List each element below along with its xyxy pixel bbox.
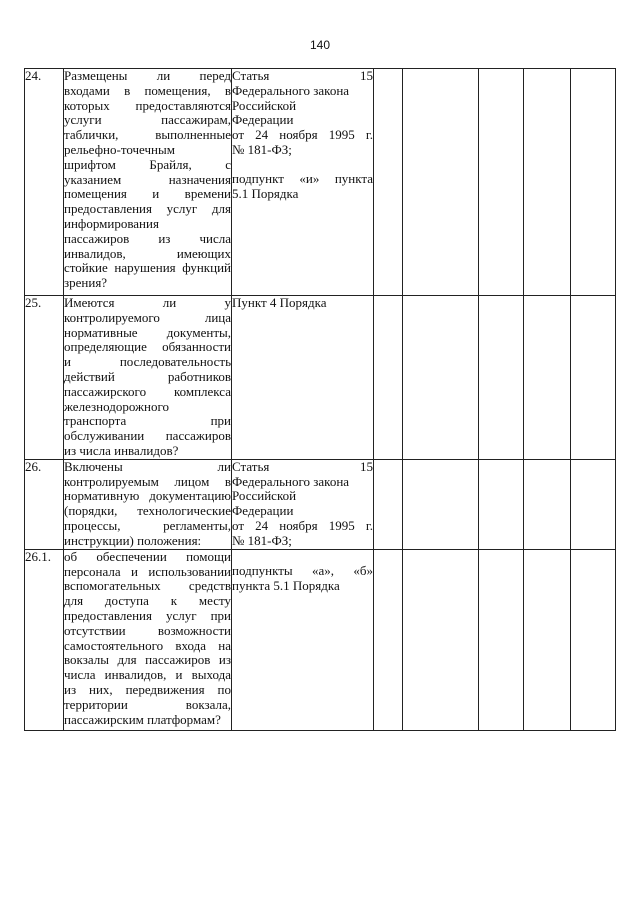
norm-line: подпункт «и» пункта xyxy=(232,170,373,186)
empty-cell xyxy=(374,549,403,730)
question-line: рельефно-точечным xyxy=(64,141,175,157)
table-row xyxy=(25,459,616,549)
question-line: Включены ли xyxy=(64,458,231,474)
question-line: инвалидов, имеющих xyxy=(64,245,231,261)
question-line: контролируемым лицом в xyxy=(64,473,231,489)
question-line: указанием назначения xyxy=(64,171,231,187)
norm-line: Федерального закона xyxy=(232,473,350,489)
row-number-cell: 25. xyxy=(25,296,64,460)
empty-cell xyxy=(479,69,524,296)
question-line: железнодорожного xyxy=(64,398,169,414)
empty-cell xyxy=(524,549,571,730)
empty-cell xyxy=(479,549,524,730)
question-line: предоставления услуг для xyxy=(64,201,231,217)
question-line: нормативные документы, xyxy=(64,324,231,340)
table-row xyxy=(25,296,616,460)
norm-line: Пункт 4 Порядка xyxy=(232,295,327,310)
question-line: для доступа к месту xyxy=(64,593,231,609)
norm-reference-cell xyxy=(232,296,374,460)
question-line: вокзалы для пассажиров из xyxy=(64,652,231,668)
question-line: информирования xyxy=(64,215,159,231)
empty-cell xyxy=(374,459,403,549)
norm-line: Федерального закона xyxy=(232,82,350,98)
question-line: контролируемого лица xyxy=(64,309,231,325)
norm-line: Российской xyxy=(232,488,297,504)
question-cell xyxy=(64,549,232,730)
norm-line: Статья 15 xyxy=(232,458,373,474)
question-line: стойкие нарушения функций xyxy=(64,260,231,276)
question-line: инструкции) положения: xyxy=(64,532,202,548)
question-cell xyxy=(64,69,232,296)
empty-cell xyxy=(571,549,616,730)
question-line: пассажирским платформам? xyxy=(64,711,221,727)
question-line: транспорта при xyxy=(64,413,231,429)
empty-cell xyxy=(571,459,616,549)
question-line: Имеются ли у xyxy=(64,295,231,310)
question-line: из числа инвалидов? xyxy=(64,442,179,458)
question-line: вспомогательных средств xyxy=(64,578,231,594)
question-line: действий работников xyxy=(64,368,231,384)
question-line: зрения? xyxy=(64,275,108,291)
question-line: персонала и использовании xyxy=(64,563,231,579)
checklist-table xyxy=(24,68,616,731)
question-line: пассажирского комплекса xyxy=(64,383,231,399)
question-line: предоставления услуг при xyxy=(64,607,231,623)
empty-cell xyxy=(524,296,571,460)
question-line: определяющие обязанности xyxy=(64,339,231,355)
empty-cell xyxy=(374,69,403,296)
row-number-cell: 26. xyxy=(25,459,64,549)
question-cell xyxy=(64,296,232,460)
row-number-cell: 24. xyxy=(25,69,64,296)
norm-line: № 181-ФЗ; xyxy=(232,532,292,548)
question-cell xyxy=(64,459,232,549)
norm-reference-cell xyxy=(232,549,374,730)
question-line: отсутствии возможности xyxy=(64,622,231,638)
table-row xyxy=(25,69,616,296)
norm-reference-cell xyxy=(232,69,374,296)
question-line: об обеспечении помощи xyxy=(64,548,231,564)
empty-cell xyxy=(524,459,571,549)
norm-line: Федерации xyxy=(232,503,294,519)
empty-cell xyxy=(403,69,479,296)
question-line: (порядки, технологические xyxy=(64,503,231,519)
empty-cell xyxy=(571,296,616,460)
empty-cell xyxy=(479,296,524,460)
empty-cell xyxy=(524,69,571,296)
norm-line: 5.1 Порядка xyxy=(232,185,299,201)
empty-cell xyxy=(374,296,403,460)
question-line: числа инвалидов, и выхода xyxy=(64,667,231,683)
norm-line: Статья 15 xyxy=(232,68,373,83)
row-number-cell: 26.1. xyxy=(25,549,64,730)
question-line: Размещены ли перед xyxy=(64,68,231,83)
empty-cell xyxy=(571,69,616,296)
question-line: обслуживании пассажиров xyxy=(64,428,231,444)
question-line: и последовательность xyxy=(64,354,231,370)
norm-line: от 24 ноября 1995 г. xyxy=(232,127,373,143)
question-line: из них, передвижения по xyxy=(64,681,231,697)
question-line: самостоятельного входа на xyxy=(64,637,231,653)
page-number: 140 xyxy=(309,38,331,52)
norm-line: пункта 5.1 Порядка xyxy=(232,577,340,593)
question-line: шрифтом Брайля, с xyxy=(64,156,231,172)
empty-cell xyxy=(403,459,479,549)
norm-line: от 24 ноября 1995 г. xyxy=(232,517,373,533)
question-line: пассажиров из числа xyxy=(64,230,231,246)
table-row xyxy=(25,549,616,730)
empty-cell xyxy=(403,549,479,730)
empty-cell xyxy=(403,296,479,460)
question-line: таблички, выполненные xyxy=(64,127,231,143)
norm-reference-cell xyxy=(232,459,374,549)
norm-line: № 181-ФЗ; xyxy=(232,141,292,157)
question-line: услуги пассажирам, xyxy=(64,112,231,128)
question-line: территории вокзала, xyxy=(64,696,231,712)
norm-line: Российской xyxy=(232,97,297,113)
question-line: процессы, регламенты, xyxy=(64,517,231,533)
empty-cell xyxy=(479,459,524,549)
norm-line: Федерации xyxy=(232,112,294,128)
question-line: нормативную документацию xyxy=(64,488,231,504)
question-line: входами в помещения, в xyxy=(64,82,231,98)
question-line: помещения и времени xyxy=(64,186,231,202)
norm-line: подпункты «а», «б» xyxy=(232,562,373,578)
question-line: которых предоставляются xyxy=(64,97,231,113)
